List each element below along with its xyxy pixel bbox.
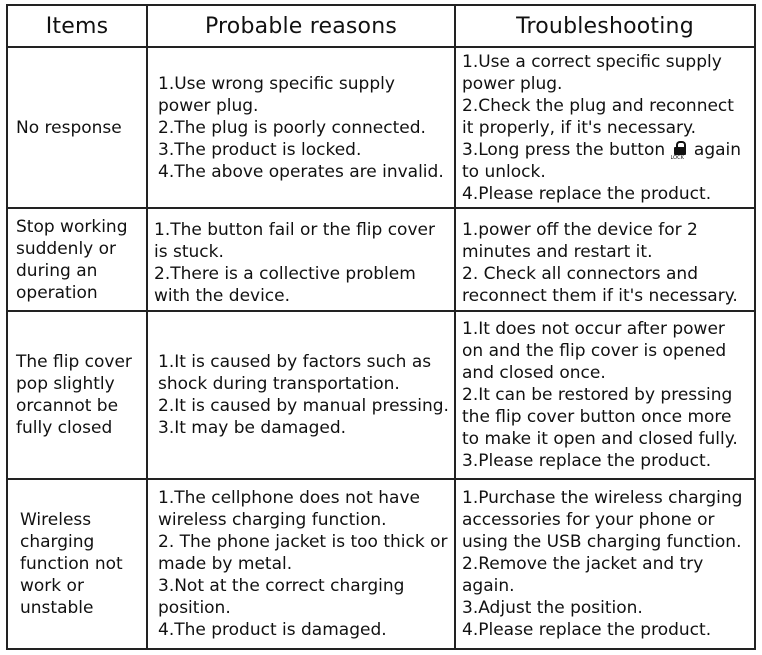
troubleshooting-table	[6, 4, 756, 650]
fix-text-part: 1.Use a correct specific supply power plug. 2.Check the plug and reconnect it properly, if it's necessary. 3.Long press the button	[462, 51, 734, 160]
fix-text-part: again to unlock. 4.Please replace the product.	[462, 139, 742, 204]
fix-wireless-charging: 1.Purchase the wireless charging accessories for your phone or using the USB charging function. 2.Remove the jacket and try again. 3.Adjust the position. 4.Please replace the product.	[462, 488, 743, 640]
reasons-flip-cover: 1.It is caused by factors such as shock during transportation. 2.It is caused by manual pressing. 3.It may be damaged.	[158, 352, 449, 438]
fix-no-response	[456, 48, 754, 207]
fix-stop-working: 1.power off the device for 2 minutes and restart it. 2. Check all connectors and reconnect them if it's necessary.	[462, 220, 738, 306]
lock-caption: LOCK	[670, 154, 684, 161]
header-items: Items	[45, 13, 109, 39]
reasons-stop-working: 1.The button fail or the flip cover is stuck. 2.There is a collective problem with the device.	[154, 220, 435, 306]
item-stop-working: Stop working suddenly or during an operation	[16, 216, 128, 303]
header-probable-reasons: Probable reasons	[204, 13, 398, 39]
table-border-right	[754, 4, 756, 650]
reasons-wireless-charging: 1.The cellphone does not have wireless charging function. 2. The phone jacket is too thick or made by metal. 3.Not at the correct charging position. 4.The product is damaged.	[158, 488, 448, 640]
item-flip-cover: The flip cover pop slightly orcannot be fully closed	[16, 352, 132, 438]
item-wireless-charging: Wireless charging function not work or unstable	[20, 510, 123, 618]
reasons-no-response: 1.Use wrong specific supply power plug. 2.The plug is poorly connected. 3.The product is locked. 4.The above operates are invalid.	[158, 73, 444, 182]
lock-icon	[670, 141, 687, 161]
fix-flip-cover: 1.It does not occur after power on and the flip cover is opened and closed once. 2.It can be restored by pressing the flip cover button once more to make it open and closed fully. 3.Please replace the product.	[462, 319, 738, 471]
header-troubleshooting: Troubleshooting	[516, 13, 694, 39]
item-no-response: No response	[16, 117, 122, 138]
table-border-bottom	[6, 648, 756, 650]
